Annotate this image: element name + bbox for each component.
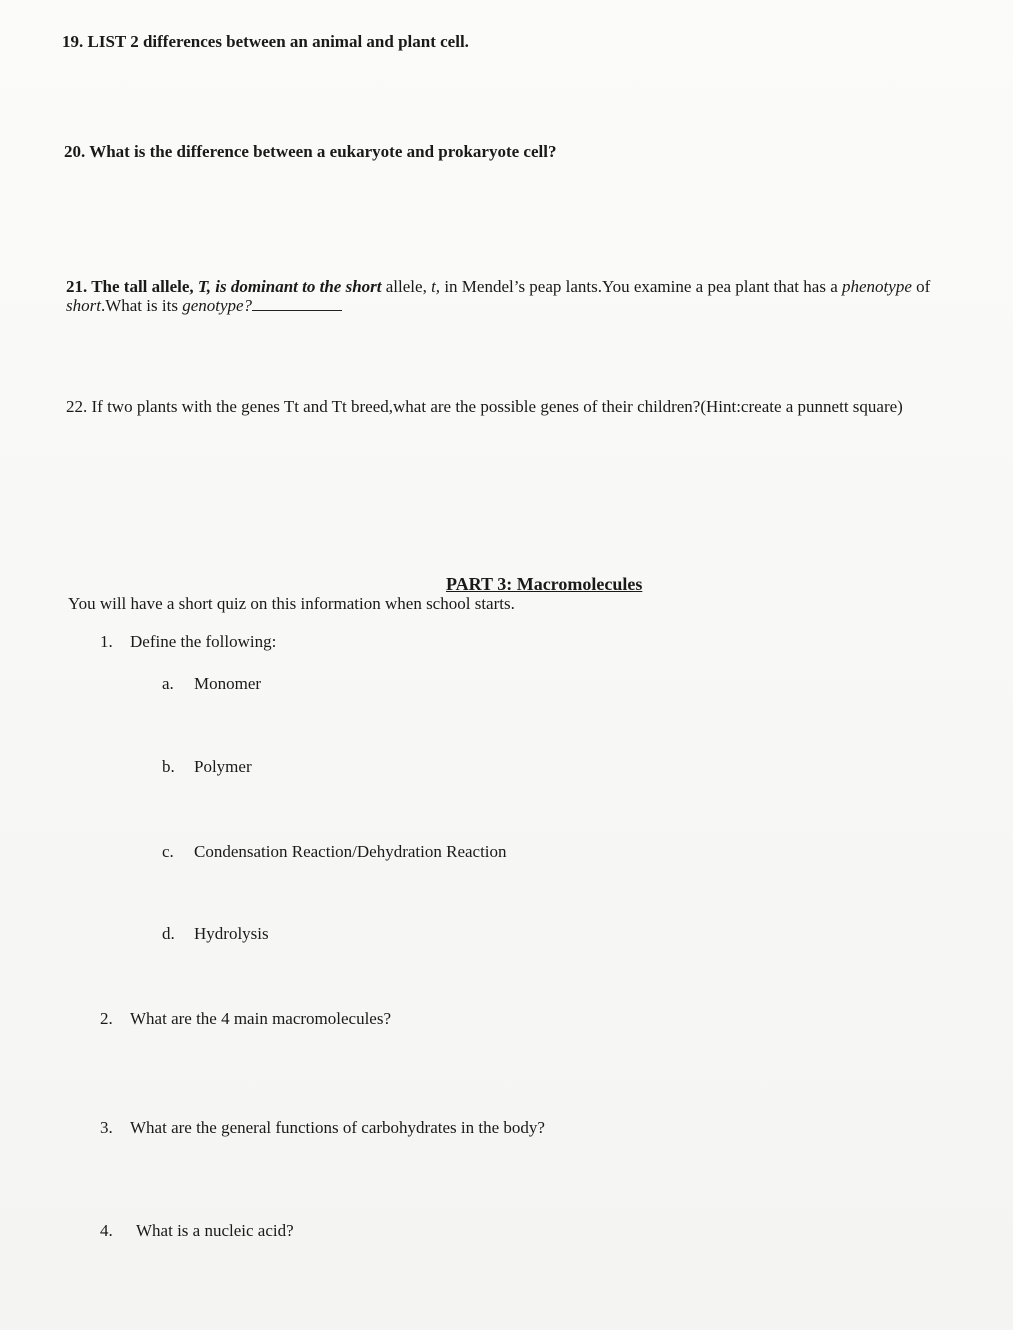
part3-item-4: 4. What is a nucleic acid? [100,1221,294,1240]
part3-item-2: 2. What are the 4 main macromolecules? [100,1009,392,1028]
define-term-d: d. Hydrolysis [162,924,269,943]
part-3-intro: You will have a short quiz on this information when school starts. [68,594,515,613]
define-term-c: c. Condensation Reaction/Dehydration Reaction [162,842,507,861]
part3-item-3: 3. What are the general functions of carbohydrates in the body? [100,1118,545,1137]
define-term-b: b. Polymer [162,757,252,776]
question-19: 19. LIST 2 differences between an animal and plant cell. [62,32,469,51]
question-21-line-1: 21. The tall allele, T, is dominant to the short allele, t, in Mendel’s peap lants.You examine a pea plant that has a phenotype of [66,277,931,296]
part-3-title: PART 3: Macromolecules [446,574,643,594]
question-21-line-2: short.What is its genotype? [66,296,342,316]
question-22: 22. If two plants with the genes Tt and Tt breed,what are the possible genes of their children?(Hint:create a punnett square) [66,397,903,416]
part3-item-1: 1. Define the following: [100,632,277,651]
define-term-a: a. Monomer [162,674,262,693]
genotype-answer-blank[interactable] [252,296,342,311]
question-20: 20. What is the difference between a eukaryote and prokaryote cell? [64,142,557,161]
